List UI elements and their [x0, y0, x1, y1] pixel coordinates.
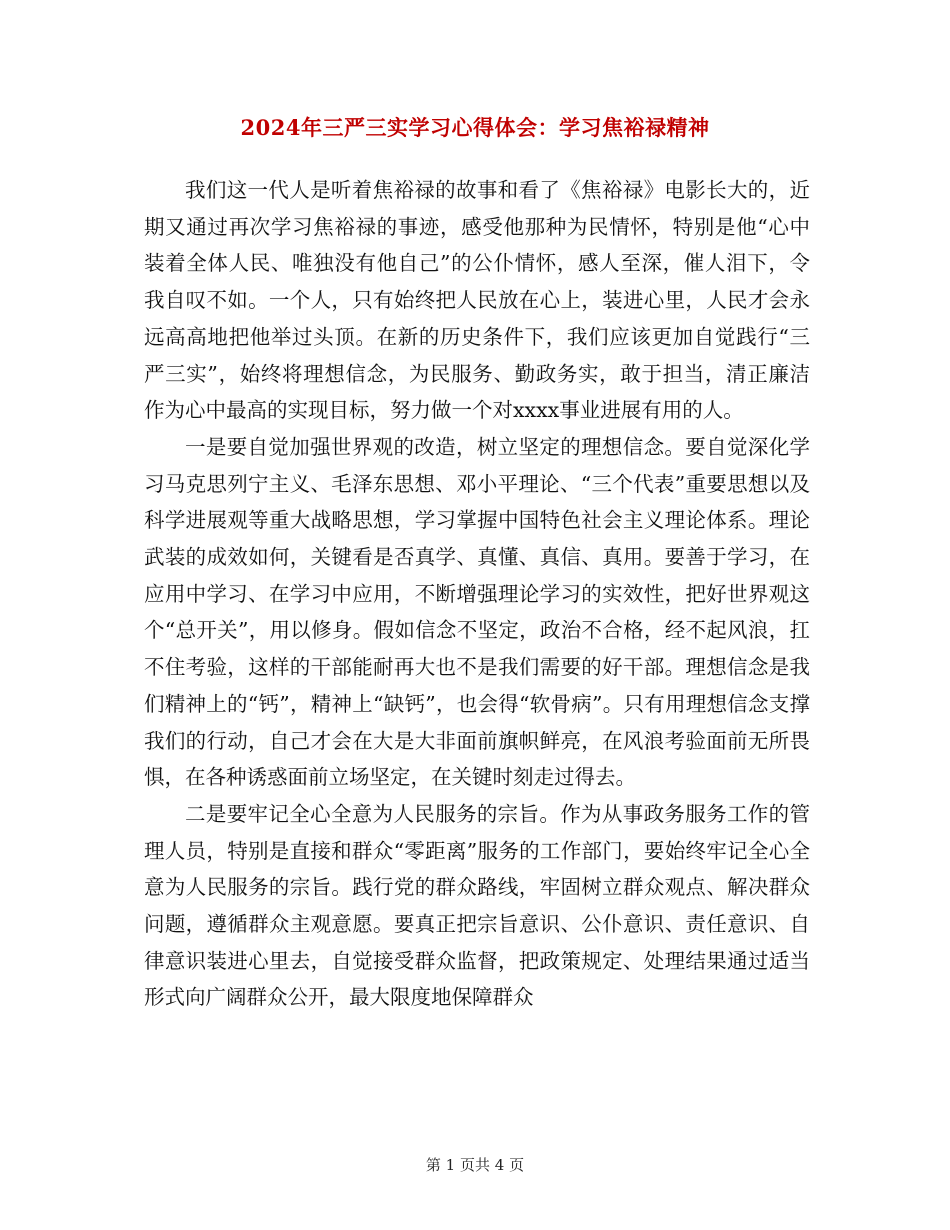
paragraph-3: 二是要牢记全心全意为人民服务的宗旨。作为从事政务服务工作的管理人员，特别是直接和群众“零距离”服务的工作部门，要始终牢记全心全意为人民服务的宗旨。践行党的群众路线，牢固树立群众观点、解决群众问题，遵循群众主观意愿。要真正把宗旨意识、公仆意识、责任意识、自律意识装进心里去，自觉接受群众监督，把政策规定、处理结果通过适当形式向广阔群众公开，最大限度地保障群众: [144, 801, 810, 1010]
page-footer: 第 1 页共 4 页: [425, 1156, 525, 1174]
document-title: 2024年三严三实学习心得体会：学习焦裕禄精神: [240, 115, 710, 140]
paragraph-1: 我们这一代人是听着焦裕禄的故事和看了《焦裕禄》电影长大的，近期又通过再次学习焦裕禄的事迹，感受他那种为民情怀，特别是他“心中装着全体人民、唯独没有他自己”的公仆情怀，感人至深，催人泪下，令我自叹不如。一个人，只有始终把人民放在心上，装进心里，人民才会永远高高地把他举过头顶。在新的历史条件下，我们应该更加自觉践行“三严三实”，始终将理想信念，为民服务、勤政务实，敢于担当，清正廉洁作为心中最高的实现目标，努力做一个对xxxx事业进展有用的人。: [144, 178, 810, 423]
document-body: [144, 172, 810, 1016]
paragraph-2: 一是要自觉加强世界观的改造，树立坚定的理想信念。要自觉深化学习马克思列宁主义、毛泽东思想、邓小平理论、“三个代表”重要思想以及科学进展观等重大战略思想，学习掌握中国特色社会主义理论体系。理论武装的成效如何，关键看是否真学、真懂、真信、真用。要善于学习，在应用中学习、在学习中应用，不断增强理论学习的实效性，把好世界观这个“总开关”，用以修身。假如信念不坚定，政治不合格，经不起风浪，扛不住考验，这样的干部能耐再大也不是我们需要的好干部。理想信念是我们精神上的“钙”，精神上“缺钙”，也会得“软骨病”。只有用理想信念支撑我们的行动，自己才会在大是大非面前旗帜鲜亮，在风浪考验面前无所畏惧，在各种诱惑面前立场坚定，在关键时刻走过得去。: [144, 434, 810, 790]
